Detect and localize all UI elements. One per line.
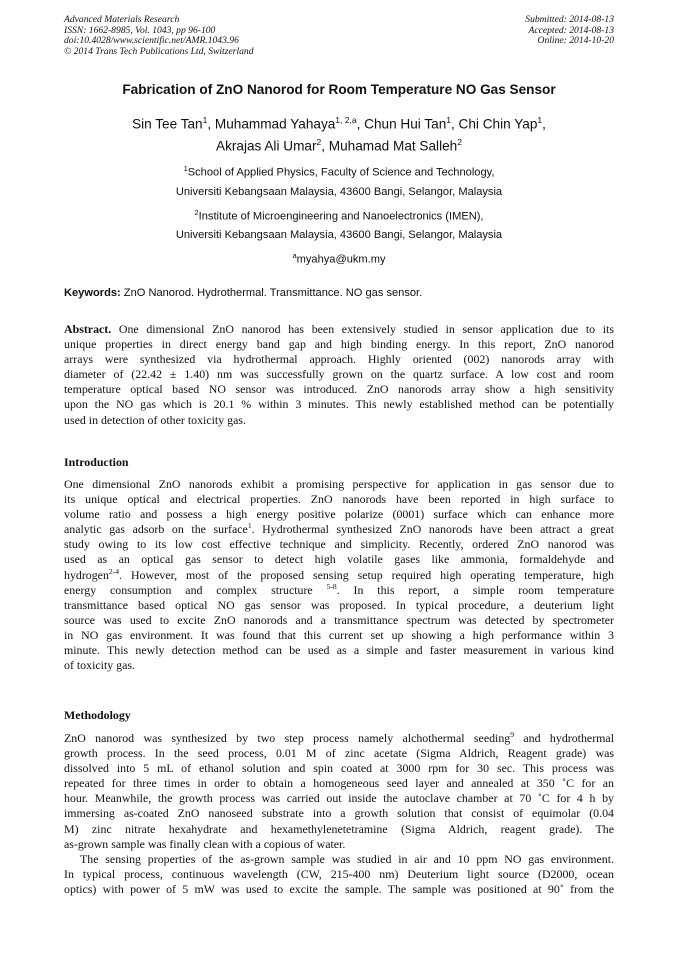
email-mark: a [292, 251, 297, 260]
abstract-line [64, 322, 614, 337]
online-date: Online: 2014-10-20 [537, 35, 614, 47]
keywords-text: ZnO Nanorod. Hydrothermal. Transmittance. NO gas sensor. [120, 287, 423, 299]
introduction-body [64, 477, 614, 673]
intro-line: volume ratio and possess a high energy positive polarize (0001) surface which can enhance more [64, 507, 614, 522]
intro-line: source was used to excite ZnO nanorods and a transmittance spectrum was detected by spectrometer [64, 612, 614, 627]
abstract-line: used in detection of other toxicity gas. [64, 412, 246, 427]
affiliation-1 [0, 164, 678, 179]
affiliation-2 [0, 208, 678, 223]
journal-name: Advanced Materials Research [64, 14, 180, 25]
affiliation-1-address: Universiti Kebangsaan Malaysia, 43600 Bangi, Selangor, Malaysia [175, 186, 503, 198]
author-name: , Chi Chin Yap [451, 116, 538, 132]
abstract [64, 322, 614, 428]
method-text: and hydrothermal [514, 731, 614, 745]
author-name: , Muhamad Mat Salleh [321, 138, 458, 154]
submission-dates [525, 15, 614, 47]
author-affiliation-mark: 1, 2,a [335, 115, 357, 125]
method-line: repeated for three times in order to obtain a homogeneous seed layer and annealed at 350 ˚C for an [64, 776, 614, 791]
intro-line: its unique optical and electrical properties. ZnO nanorods have been reported in high surface to [64, 492, 614, 507]
keywords-label: Keywords: [64, 287, 121, 299]
abstract-label: Abstract. [64, 322, 112, 336]
author-name: , Chun Hui Tan [356, 116, 447, 132]
paper-title: Fabrication of ZnO Nanorod for Room Temperature NO Gas Sensor [122, 82, 556, 97]
method-line: The sensing properties of the as-grown sample was studied in air and 10 ppm NO gas environment. [80, 851, 614, 866]
intro-line [64, 583, 614, 598]
affiliation-mark: 1 [183, 164, 188, 173]
method-text: ZnO nanorod was synthesized by two step process namely alchothermal seeding [64, 731, 511, 745]
intro-text: . Hydrothermal synthesized ZnO nanorods have been attract a great [251, 522, 614, 537]
abstract-line: temperature optical based NO sensor was introduced. ZnO nanorods array show a high sensitivity [64, 382, 614, 397]
author-name: , Muhammad Yahaya [207, 116, 336, 132]
intro-line: used as an optical gas sensor to detect high volatile gases like ammonia, formaldehyde and [64, 552, 614, 567]
method-line: M) zinc nitrate hexahydrate and hexamethylenetetramine (Sigma Aldrich, reagent grade). The [64, 821, 614, 836]
author-name: Sin Tee Tan [132, 116, 203, 132]
author-affiliation-mark: 2 [457, 137, 462, 147]
abstract-line: upon the NO gas which is 20.1 % within 3 minutes. This newly established method can be potentially [64, 397, 614, 412]
corresponding-email [0, 251, 678, 266]
author-affiliation-mark: 1 [537, 115, 543, 125]
journal-issn: ISSN: 1662-8985, Vol. 1043, pp 96-100 [64, 24, 216, 36]
intro-line: study owing to its low cost effective technique and simplicity. Recently, ordered ZnO nanorod was [64, 537, 614, 552]
method-line [64, 731, 614, 746]
citation-mark: 9 [510, 730, 515, 740]
journal-doi: doi:10.4028/www.scientific.net/AMR.1043.96 [64, 35, 239, 47]
intro-text: . However, most of the proposed sensing setup required high operating temperature, high [119, 567, 614, 582]
intro-text: hydrogen [64, 567, 109, 582]
intro-text: energy consumption and complex structure [64, 582, 327, 597]
abstract-text: One dimensional ZnO nanorod has been extensively studied in sensor application due to its [111, 322, 614, 336]
abstract-line: diameter of (22.42 ± 1.40) nm was successfully grown on the quartz surface. A low cost and room [64, 367, 614, 382]
intro-line: in NO gas environment. It was found that this current set up showing a high performance within 3 [64, 627, 614, 642]
affiliation-2-address: Universiti Kebangsaan Malaysia, 43600 Bangi, Selangor, Malaysia [175, 229, 503, 241]
citation-mark: 2-4 [108, 566, 120, 576]
keywords [64, 287, 422, 299]
intro-text: analytic gas adsorb on the surface [64, 522, 248, 537]
method-line: growth process. In the seed process, 0.01 M of zinc acetate (Sigma Aldrich, Reagent grade) was [64, 746, 614, 761]
author-name: Akrajas Ali Umar [216, 138, 317, 154]
author-separator: , [542, 116, 546, 132]
abstract-line: unique properties in direct energy band gap and high binding energy. In this report, ZnO nanorod [64, 337, 614, 352]
intro-line: minute. This newly detection method can be used as a simple and faster measurement in various kind [64, 643, 614, 658]
affiliation-text: School of Applied Physics, Faculty of Science and Technology, [187, 166, 495, 179]
author-affiliation-mark: 1 [202, 115, 208, 125]
intro-text: . In this report, a simple room temperature [336, 582, 614, 597]
affiliation-mark: 2 [194, 208, 199, 217]
intro-line: of toxicity gas. [64, 658, 136, 673]
intro-line [64, 522, 614, 537]
accepted-date: Accepted: 2014-08-13 [528, 24, 614, 36]
intro-line: transmittance based optical NO gas sensor was proposed. In typical procedure, a deuterium light [64, 597, 614, 612]
method-line: dissolved into 5 mL of ethanol solution and spin coated at 3000 rpm for 30 sec. This process was [64, 761, 614, 776]
author-affiliation-mark: 1 [446, 115, 451, 125]
citation-mark: 5-8 [326, 581, 337, 591]
author-affiliation-mark: 2 [316, 137, 322, 147]
methodology-heading: Methodology [64, 708, 131, 722]
author-line-1 [0, 115, 678, 132]
journal-info [64, 15, 254, 57]
intro-line [64, 568, 614, 583]
method-line: optics) with power of 5 mW was used to excite the sample. The sample was positioned at 90˚ from the [64, 881, 614, 896]
abstract-line: arrays were synthesized via hydrothermal approach. Highly oriented (002) nanorods array with [64, 352, 614, 367]
author-line-2 [0, 137, 678, 154]
submitted-date: Submitted: 2014-08-13 [525, 14, 614, 25]
email-text: myahya@ukm.my [296, 253, 386, 266]
method-line: hour. Meanwhile, the growth process was carried out inside the autoclave chamber at 70 ˚C for 4 h by [64, 791, 614, 806]
method-line: as-grown sample was finally clean with a copious of water. [64, 836, 346, 851]
intro-line: One dimensional ZnO nanorods exhibit a promising perspective for application in gas sensor due to [64, 477, 614, 491]
citation-mark: 1 [247, 521, 252, 531]
methodology-body [64, 731, 614, 897]
method-line: In typical process, continuous wavelength (CW, 215-400 nm) Deuterium light source (D2000, ocean [64, 866, 614, 881]
introduction-heading: Introduction [64, 455, 129, 469]
affiliation-text: Institute of Microengineering and Nanoelectronics (IMEN), [198, 210, 484, 223]
method-line: immersing as-coated ZnO nanoseed substrate into a growth solution that consist of equimolar (0.04 [64, 806, 614, 821]
journal-copyright: © 2014 Trans Tech Publications Ltd, Switzerland [64, 45, 254, 57]
